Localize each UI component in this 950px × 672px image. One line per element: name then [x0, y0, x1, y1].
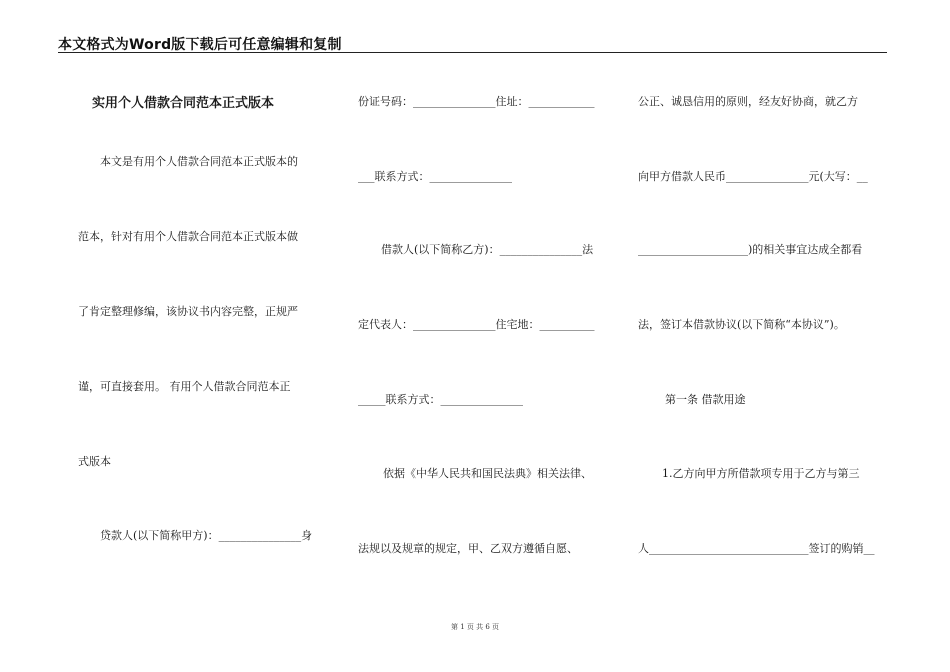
col1-line-4: 谨，可直接套用。 有用个人借款合同范本正: [78, 380, 291, 393]
col2-line-4: 定代表人：_______________住宅地：__________: [358, 318, 595, 331]
col2-line-2: ___联系方式：_______________: [358, 170, 512, 183]
col2-line-5: _____联系方式：_______________: [358, 393, 523, 406]
col3-section-heading: 第一条 借款用途: [665, 393, 746, 406]
col3-line-6: 1.乙方向甲方所借款项专用于乙方与第三: [662, 467, 860, 480]
col1-line-6: 贷款人(以下简称甲方)：_______________身: [100, 529, 313, 542]
page-number: 第 1 页 共 6 页: [450, 623, 500, 631]
col3-line-2: 向甲方借款人民币_______________元(大写：__: [638, 170, 868, 183]
col2-line-1: 份证号码：_______________住址：____________: [358, 95, 595, 108]
col3-line-4: 法，签订本借款协议(以下简称“本协议”)。: [638, 318, 845, 331]
col1-line-5: 式版本: [78, 455, 111, 468]
col1-line-1: 本文是有用个人借款合同范本正式版本的: [100, 155, 298, 168]
document-header: 本文格式为Word版下载后可任意编辑和复制: [58, 37, 342, 53]
col2-line-3: 借款人(以下简称乙方)：_______________法: [381, 243, 594, 256]
col3-line-7: 人_____________________________签订的购销__: [638, 542, 875, 555]
header-divider: [58, 52, 887, 53]
col2-line-7: 法规以及规章的规定，甲、乙双方遵循自愿、: [358, 542, 578, 555]
col2-line-6: 依据《中华人民共和国民法典》相关法律、: [383, 467, 592, 480]
col3-line-3: ____________________)的相关事宜达成全都看: [638, 243, 863, 256]
col3-line-1: 公正、诚恳信用的原则，经友好协商，就乙方: [638, 95, 858, 108]
col1-line-2: 范本，针对有用个人借款合同范本正式版本做: [78, 230, 298, 243]
document-title: 实用个人借款合同范本正式版本: [92, 96, 275, 111]
col1-line-3: 了肯定整理修编，该协议书内容完整，正规严: [78, 305, 298, 318]
